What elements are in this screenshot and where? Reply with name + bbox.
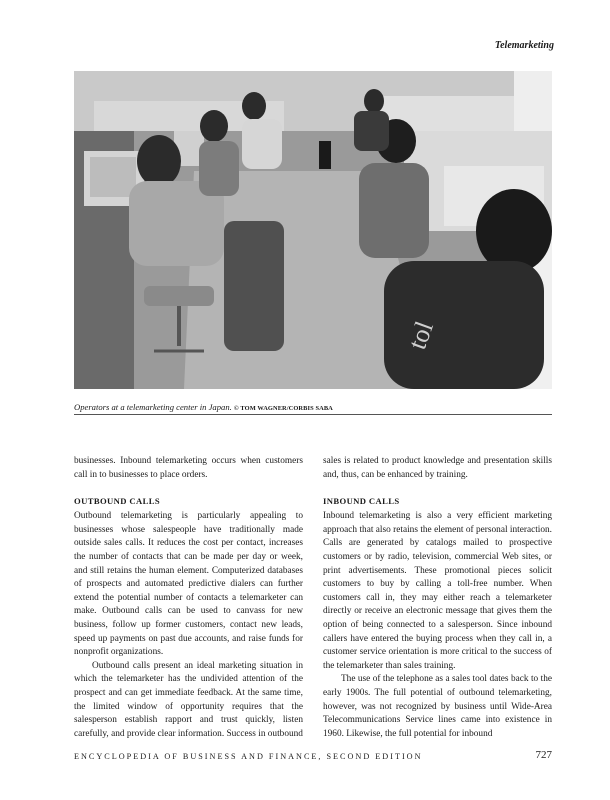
right-paragraph-2: Inbound telemarketing is also a very efficient marketing approach that also retains the element of personal interaction. Calls are generated by catalogs mailed to prospective customers or by radio, television, commercial Web sites, or print advertisements. These promotional pieces solicit customers to buy by calling a toll-free number. When customers call in, they may either reach a telemarketer directly or receive an electronic message that gives them the option of being connected to a salesperson. Since inbound callers have entered the buying process when they call in, a customer service orientation is more critical to the success of the telemarketer than sales training. (323, 511, 552, 671)
left-paragraph-3: Outbound calls present an ideal marketing situation in which the telemarketer has the undivided attention of the prospect and can get immediate feedback. At the same time, the limited window of opportunity requires that the salesperson establish rapport and trust quickly, listen carefully, and provide clear information. Success in outbound (74, 660, 303, 739)
caption-divider (74, 414, 552, 415)
section-heading-inbound: INBOUND CALLS (323, 496, 400, 507)
right-paragraph-1: sales is related to product knowledge and presentation skills and, thus, can be enhanced by training. (323, 456, 552, 480)
running-head: Telemarketing (494, 40, 554, 51)
photo-credit: © TOM WAGNER/CORBIS SABA (233, 405, 333, 412)
left-column (74, 455, 303, 741)
figure-caption (74, 402, 552, 414)
left-paragraph-2: Outbound telemarketing is particularly appealing to businesses whose salespeople have traditionally made outside sales calls. It reduces the cost per contact, increases the number of contacts that can be made per day or week, and still retains the human element. Computerized databases of prospects and automated predictive dialers can further extend the potential number of contacts a telemarketer can make. Outbound calls can be used to canvass for new business, follow up former customers, contact new leads, speed up payments on past due accounts, and raise funds for nonprofit organizations. (74, 511, 303, 658)
right-paragraph-3: The use of the telephone as a sales tool dates back to the early 1900s. The full potential of outbound telemarketing, however, was not recognized by business until Wide-Area Telecommunications Service lines came into existence in 1960. Likewise, the full potential for inbound (323, 674, 552, 739)
footer-book-title: ENCYCLOPEDIA OF BUSINESS AND FINANCE, SECOND EDITION (74, 752, 423, 761)
left-paragraph-1: businesses. Inbound telemarketing occurs when customers call in to businesses to place orders. (74, 456, 303, 480)
page-number: 727 (535, 749, 552, 761)
section-heading-outbound: OUTBOUND CALLS (74, 496, 161, 507)
photo-call-center (74, 71, 552, 389)
caption-text: Operators at a telemarketing center in Japan. (74, 402, 232, 412)
svg-text:tol: tol (402, 317, 440, 354)
right-column (323, 455, 552, 741)
